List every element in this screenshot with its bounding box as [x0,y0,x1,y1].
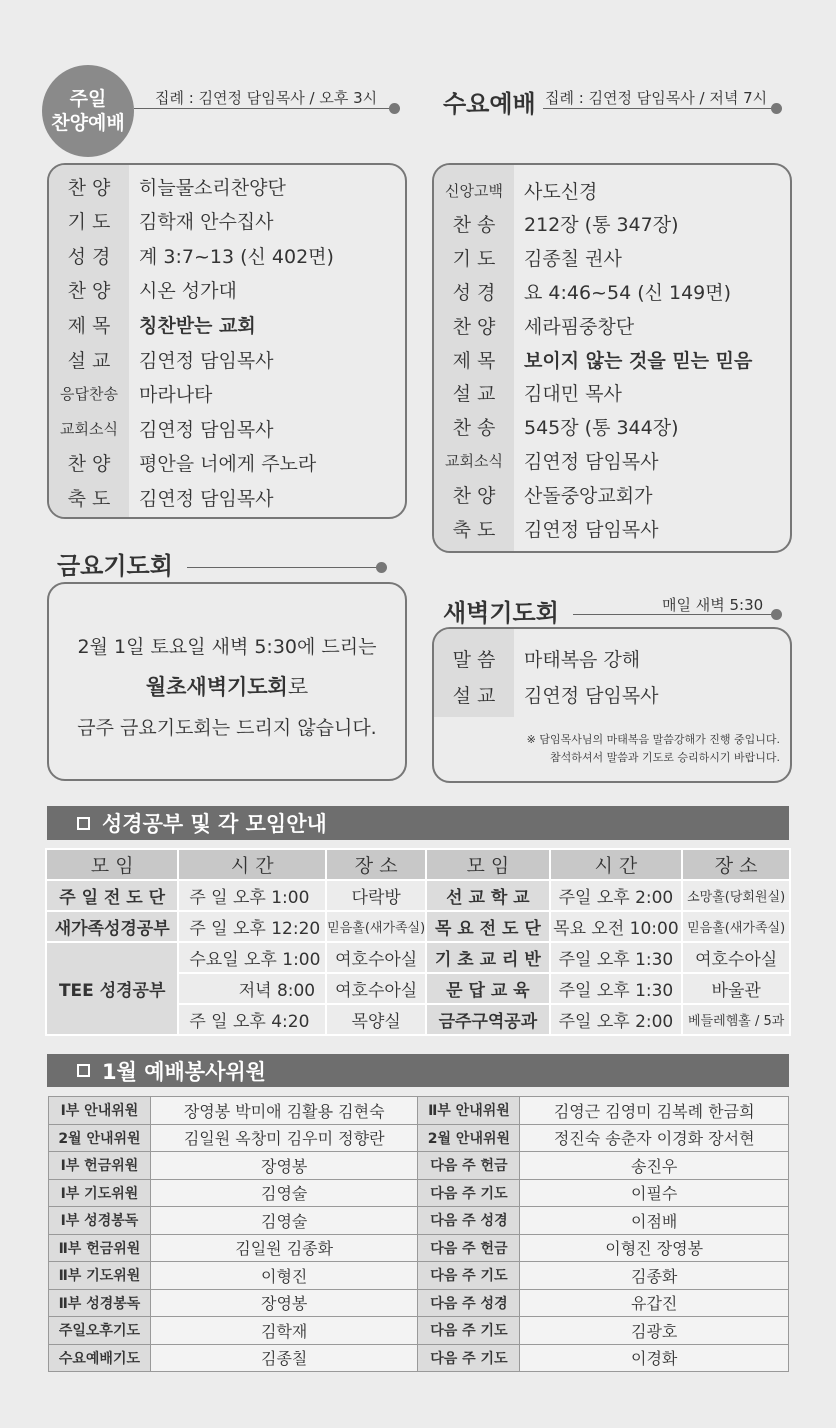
sunday-order-label: 교회소식 [60,419,118,438]
dawn-box [432,627,792,783]
service-role: 다음 주 기도 [418,1317,520,1345]
dawn-row-label: 설 교 [452,684,496,707]
sunday-order-row [49,482,405,512]
sunday-order-row [49,413,405,443]
service-names: 김영술 [150,1179,418,1207]
sunday-order-value: 김연정 담임목사 [139,349,274,372]
service-role: 수요예배기도 [49,1344,151,1372]
wednesday-rule [543,108,777,109]
wednesday-order-row [434,412,790,442]
service-names: 김일원 김종화 [150,1234,418,1262]
wednesday-order-row [434,378,790,408]
wednesday-order-label: 찬 송 [452,417,496,440]
wednesday-order-label: 찬 송 [452,214,496,237]
service-names: 정진숙 송춘자 이경화 장서현 [520,1124,789,1152]
group-time: 주일 오후 2:00 [550,1004,683,1035]
service-header-bar [47,1054,789,1087]
service-names: 김영술 [150,1207,418,1235]
service-role: 2월 안내위원 [49,1124,151,1152]
friday-line2-bold: 월초새벽기도회 [145,675,288,699]
service-names: 이형진 [150,1262,418,1290]
wednesday-order-value: 김연정 담임목사 [524,518,659,541]
groups-header-bar [47,806,789,840]
friday-title: 금요기도회 [57,552,173,580]
wednesday-order-row [434,243,790,273]
group-time: 주 일 오후 1:00 [178,880,326,911]
sunday-order-value: 김연정 담임목사 [139,418,274,441]
group-name: 선 교 학 교 [426,880,549,911]
group-place: 여호수아실 [682,942,790,973]
dawn-note-line2: 참석하셔서 말씀과 기도로 승리하시기 바랍니다. [549,751,780,764]
dawn-title: 새벽기도회 [443,599,559,627]
service-table-body [49,1097,789,1372]
group-place: 믿음홀(새가족실) [326,911,426,942]
table-row [49,1097,789,1125]
service-role: 주일오후기도 [49,1317,151,1345]
service-names: 이경화 [520,1344,789,1372]
square-icon [77,817,90,830]
service-role: 다음 주 헌금 [418,1234,520,1262]
service-names: 이필수 [520,1179,789,1207]
table-row [49,1207,789,1235]
sunday-order-row [49,344,405,374]
wednesday-officiant: 집례 : 김연정 담임목사 / 저녁 7시 [545,89,768,107]
sunday-badge-line1: 주일 [69,88,107,110]
sunday-order-box [47,163,407,519]
groups-col-header: 시 간 [178,849,326,880]
table-row [49,1317,789,1345]
sunday-order-value: 시온 성가대 [139,280,237,303]
wednesday-order-label: 찬 양 [452,315,496,338]
groups-table [45,848,791,1036]
sunday-order-value: 계 3:7~13 (신 402면) [139,245,334,268]
dawn-row-value: 김연정 담임목사 [524,684,659,707]
dawn-time: 매일 새벽 5:30 [662,596,764,614]
friday-notice-box [47,582,407,781]
friday-rule [187,567,382,568]
service-names: 장영봉 [150,1289,418,1317]
group-time: 수요일 오후 1:00 [178,942,326,973]
table-row [49,1179,789,1207]
sunday-order-label: 제 목 [67,314,111,337]
sunday-order-label: 축 도 [67,487,111,510]
group-name: TEE 성경공부 [46,942,178,1035]
sunday-order-value: 김학재 안수집사 [139,211,274,234]
groups-col-header: 모 임 [46,849,178,880]
sunday-order-value: 김연정 담임목사 [139,487,274,510]
sunday-order-row [49,171,405,201]
wednesday-order-label: 축 도 [452,518,496,541]
wednesday-order-box [432,163,792,553]
group-name: 주 일 전 도 단 [46,880,178,911]
sunday-order-label: 찬 양 [67,176,111,199]
groups-header-row [46,849,790,880]
sunday-order-value: 마라나타 [139,384,213,407]
group-time: 주 일 오후 4:20 [178,1004,326,1035]
wednesday-order-row [434,175,790,205]
table-row [49,1344,789,1372]
group-time: 목요 오전 10:00 [550,911,683,942]
wednesday-order-value: 세라핌중창단 [524,315,635,338]
friday-line3: 금주 금요기도회는 드리지 않습니다. [77,717,377,739]
table-row [46,880,790,911]
groups-col-header: 장 소 [682,849,790,880]
group-name: 기 초 교 리 반 [426,942,549,973]
sunday-badge [42,65,134,157]
sunday-badge-line2: 찬양예배 [51,112,125,134]
sunday-order-label: 찬 양 [67,280,111,303]
service-table [48,1096,789,1372]
sunday-rule-dot [389,103,400,114]
group-place: 다락방 [326,880,426,911]
wednesday-order-row [434,276,790,306]
group-place: 여호수아실 [326,942,426,973]
service-names: 김영근 김영미 김복례 한금희 [520,1097,789,1125]
sunday-order-row [49,206,405,236]
sunday-order-value: 평안을 너에게 주노라 [139,453,317,476]
groups-col-header: 시 간 [550,849,683,880]
table-row [46,911,790,942]
friday-line1: 2월 1일 토요일 새벽 5:30에 드리는 [77,636,377,658]
sunday-order-row [49,275,405,305]
sunday-order-label: 응답찬송 [60,385,118,404]
sunday-order-label: 기 도 [67,211,111,234]
wednesday-order-value: 545장 (통 344장) [524,417,679,440]
group-place: 목양실 [326,1004,426,1035]
service-role: Ⅰ부 기도위원 [49,1179,151,1207]
group-time: 주 일 오후 12:20 [178,911,326,942]
service-role: Ⅱ부 기도위원 [49,1262,151,1290]
wednesday-order-value: 김대민 목사 [524,383,622,406]
service-names: 장영봉 박미애 김활용 김현숙 [150,1097,418,1125]
service-role: 다음 주 성경 [418,1289,520,1317]
wednesday-order-label: 설 교 [452,383,496,406]
dawn-row-value: 마태복음 강해 [524,648,641,671]
wednesday-order-value: 보이지 않는 것을 믿는 믿음 [524,349,753,372]
service-role: 다음 주 기도 [418,1262,520,1290]
service-role: 다음 주 헌금 [418,1152,520,1180]
wednesday-order-label: 기 도 [452,248,496,271]
groups-col-header: 모 임 [426,849,549,880]
table-row [49,1289,789,1317]
sunday-order-row [49,309,405,339]
group-name: 금주구역공과 [426,1004,549,1035]
dawn-row [434,643,790,673]
service-names: 김종화 [520,1262,789,1290]
sunday-officiant: 집례 : 김연정 담임목사 / 오후 3시 [155,89,378,107]
service-role: Ⅱ부 안내위원 [418,1097,520,1125]
service-role: Ⅰ부 헌금위원 [49,1152,151,1180]
group-time: 저녁 8:00 [178,973,326,1004]
group-name: 목 요 전 도 단 [426,911,549,942]
wednesday-order-label: 찬 양 [452,484,496,507]
wednesday-order-row [434,445,790,475]
group-place: 바울관 [682,973,790,1004]
sunday-order-row [49,240,405,270]
dawn-note [527,731,780,767]
wednesday-order-label: 신앙고백 [445,181,503,200]
wednesday-order-value: 산돌중앙교회가 [524,484,653,507]
wednesday-order-label: 제 목 [452,349,496,372]
sunday-order-value: 히늘물소리찬양단 [139,176,286,199]
service-role: 2월 안내위원 [418,1124,520,1152]
group-place: 여호수아실 [326,973,426,1004]
service-role: 다음 주 성경 [418,1207,520,1235]
sunday-order-value: 칭찬받는 교회 [139,314,256,337]
square-icon [77,1064,90,1077]
wednesday-order-row [434,209,790,239]
service-names: 김종칠 [150,1344,418,1372]
group-name: 문 답 교 육 [426,973,549,1004]
service-names: 김광호 [520,1317,789,1345]
wednesday-order-value: 요 4:46~54 (신 149면) [524,281,732,304]
table-row [49,1124,789,1152]
table-row [49,1152,789,1180]
wednesday-order-row [434,513,790,543]
sunday-rule [134,108,394,109]
sunday-order-row [49,379,405,409]
sunday-order-label: 성 경 [67,245,111,268]
service-role: Ⅰ부 안내위원 [49,1097,151,1125]
service-names: 김일원 옥창미 김우미 정향란 [150,1124,418,1152]
service-names: 유갑진 [520,1289,789,1317]
service-role: 다음 주 기도 [418,1344,520,1372]
wednesday-order-label: 교회소식 [445,451,503,470]
service-role: Ⅱ부 헌금위원 [49,1234,151,1262]
service-role: Ⅰ부 성경봉독 [49,1207,151,1235]
service-names: 송진우 [520,1152,789,1180]
dawn-row-label: 말 씀 [452,648,496,671]
table-row [49,1234,789,1262]
table-row [46,942,790,973]
wednesday-order-value: 김연정 담임목사 [524,450,659,473]
group-time: 주일 오후 1:30 [550,942,683,973]
group-place: 소망홀(당회원실) [682,880,790,911]
wednesday-order-row [434,344,790,374]
dawn-rule [573,614,777,615]
groups-col-header: 장 소 [326,849,426,880]
wednesday-title: 수요예배 [443,90,536,118]
group-time: 주일 오후 1:30 [550,973,683,1004]
sunday-order-label: 찬 양 [67,453,111,476]
sunday-order-row [49,448,405,478]
friday-rule-dot [376,562,387,573]
dawn-row [434,679,790,709]
wednesday-order-value: 212장 (통 347장) [524,214,679,237]
group-place: 믿음홀(새가족실) [682,911,790,942]
wednesday-order-row [434,310,790,340]
dawn-rule-dot [771,609,782,620]
service-title: 1월 예배봉사위원 [102,1059,266,1084]
service-names: 김학재 [150,1317,418,1345]
groups-title: 성경공부 및 각 모임안내 [102,812,327,836]
wednesday-order-label: 성 경 [452,281,496,304]
service-names: 이형진 장영봉 [520,1234,789,1262]
service-names: 장영봉 [150,1152,418,1180]
service-names: 이점배 [520,1207,789,1235]
dawn-note-line1: ※ 담임목사님의 마태복음 말씀강해가 진행 중입니다. [526,733,780,746]
sunday-order-label: 설 교 [67,349,111,372]
group-place: 베들레헴홀 / 5과 [682,1004,790,1035]
group-name: 새가족성경공부 [46,911,178,942]
table-row [49,1262,789,1290]
friday-line2-rest: 로 [287,675,309,699]
wednesday-rule-dot [771,103,782,114]
service-role: Ⅱ부 성경봉독 [49,1289,151,1317]
service-role: 다음 주 기도 [418,1179,520,1207]
wednesday-order-value: 사도신경 [524,180,598,203]
group-time: 주일 오후 2:00 [550,880,683,911]
wednesday-order-row [434,479,790,509]
wednesday-order-value: 김종칠 권사 [524,248,622,271]
